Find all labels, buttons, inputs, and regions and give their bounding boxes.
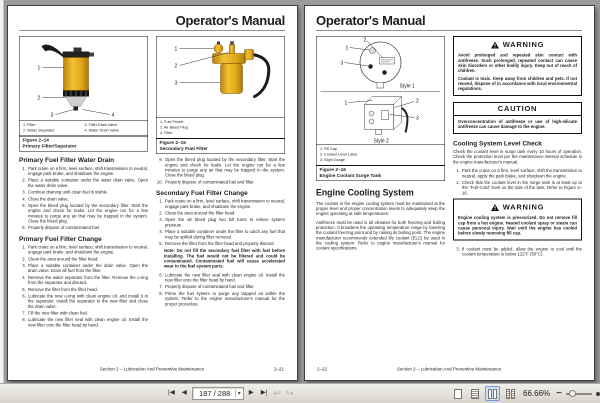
callout-3: 3 bbox=[174, 80, 178, 87]
list-item: 8. Lubricate the new filter seal with clean engine oil. Install the new filter onto the filter head by hand. bbox=[27, 317, 148, 327]
figure-2-14 bbox=[19, 36, 148, 152]
two-page-view-button[interactable] bbox=[485, 386, 500, 401]
list-item: 7. Fill the new filter with clean fuel. bbox=[27, 310, 148, 315]
callout-1: 1 bbox=[174, 46, 178, 53]
figure-2-16 bbox=[316, 36, 445, 181]
list-item: 3. Open the air bleed plug two full turns to relieve system pressure. bbox=[164, 217, 285, 227]
page-footer bbox=[19, 367, 285, 373]
level-check-intro: Check the coolant level in surge tank every 10 hours of operation. Check the protection level per the maintenance interval schedule in the engine manufacturer's manual. bbox=[453, 149, 582, 165]
figure-2-15-legend bbox=[157, 118, 285, 138]
document-page-right bbox=[304, 5, 595, 381]
surge-tank-illustration bbox=[317, 37, 445, 145]
viewer-status-bar bbox=[0, 383, 600, 403]
callout-3: 3 bbox=[50, 112, 54, 119]
list-item: 1. Park crane on a firm, level surface, shift transmission to neutral, engage park brake, and shutdown the engine. bbox=[27, 244, 148, 254]
heading-secondary-change: Secondary Fuel Filter Change bbox=[156, 189, 248, 197]
list-item: 2. Check that the coolant level in the surge tank is at least up to the “Full–Cold” level on the side of the tank. Refer to Figure 2–16. bbox=[461, 180, 582, 196]
callout-1: 1 bbox=[345, 45, 349, 52]
list-item: 3. Continue draining until clean fuel is visible. bbox=[27, 190, 148, 195]
callout-4: 4 bbox=[111, 112, 115, 119]
figure-2-15 bbox=[156, 36, 285, 154]
secondary-filter-body bbox=[221, 64, 243, 94]
list-item: 6. Lubricate the new o-ring with clean engine oil, and install it in the separator. Install the separator to the new filter and close the drain valve. bbox=[27, 293, 148, 309]
zoom-percentage[interactable]: 66.66% bbox=[523, 389, 551, 398]
page-number-input[interactable] bbox=[192, 387, 244, 400]
air-bleed-plug bbox=[230, 45, 235, 55]
list-item: 10. Properly dispose of contaminated fuel and filter. bbox=[164, 179, 285, 184]
list-item: 1. Filter bbox=[23, 122, 36, 127]
primary-change-steps bbox=[19, 244, 148, 327]
continuous-view-button[interactable] bbox=[468, 387, 481, 400]
next-page-button[interactable]: ▶ bbox=[248, 389, 254, 397]
list-item: 2. Air Bleed Plug bbox=[160, 124, 188, 130]
prev-page-button[interactable]: ◀ bbox=[181, 389, 187, 397]
callout-1: 1 bbox=[344, 100, 348, 107]
heading-primary-change: Primary Fuel Filter Change bbox=[19, 234, 102, 243]
list-item: 1. Park crane on a firm, level surface, shift transmission to neutral, engage park brake, and shutdown the engine. bbox=[164, 199, 285, 209]
page-number-value[interactable]: 187 / 288 bbox=[199, 389, 231, 398]
list-item: 4. Close the drain valve. bbox=[27, 196, 148, 201]
footer-section: Section 2 – Lubrication And Preventive Maintenance bbox=[396, 366, 502, 372]
list-item: 6. Lubricate the new filter seal with clean engine oil. Install the new filter onto the filter head by hand. bbox=[164, 272, 285, 282]
warning-title: WARNING bbox=[502, 203, 545, 212]
caution-title: CAUTION bbox=[454, 103, 581, 116]
list-item: 5. Remove the filter from the filter head. bbox=[27, 287, 148, 292]
fuel-hose bbox=[253, 55, 269, 97]
list-item: 4. Remove the water separator from the filter. Remove the o-ring from the separator and discard. bbox=[27, 275, 148, 285]
secondary-filter-note: Note: Do not fill the secondary fuel filter with fuel before installing. The fuel would not be filtered and could be contaminated. Contaminated fuel will cause accelerated wear to the fuel system parts. bbox=[164, 248, 285, 269]
footer-page-number: 2–22 bbox=[317, 366, 328, 372]
list-item: 3. Place a suitable container under the drain valve. Open the drain valve. Drain all fuel from the filter. bbox=[27, 263, 148, 273]
footer-page-number: 2–21 bbox=[273, 366, 284, 372]
warning-text: Engine cooling system is pressurized. Do not remove fill cap from a hot engine. Heated coolant spray or steam can cause personal injury. Wait until the engine has cooled before slowly removing fill cap. bbox=[458, 215, 577, 236]
style1-label: Style 1 bbox=[399, 83, 415, 90]
caution-text: Overconcentration of antifreeze or use of high-silicate antifreeze can cause damage to the engine. bbox=[458, 119, 577, 130]
style2-label: Style 2 bbox=[373, 138, 389, 145]
figure-2-16-caption: Figure 2–16 Engine Coolant Surge Tank bbox=[317, 165, 445, 181]
zoom-in-button[interactable] bbox=[596, 392, 600, 396]
list-item: 4. Place a suitable container under the filter to catch any fuel that may be spilled during filter removal. bbox=[164, 229, 285, 239]
zoom-controls bbox=[451, 384, 599, 403]
heading-engine-cooling: Engine Cooling System bbox=[316, 187, 414, 198]
document-page-left bbox=[7, 5, 298, 381]
engine-cooling-paragraph: Antifreeze must be used in all climates for both freezing and boiling protection. It broadens the operating temperature range by lowering the coolant freezing point and by raising its boiling point. The engine manufacturer recommends extended life coolant (ELC) be used in the cooling system. Refer to engine manufacturer's manual for coolant specifications. bbox=[316, 219, 445, 251]
page-navigation bbox=[166, 384, 294, 403]
first-page-button[interactable]: |◀ bbox=[168, 389, 175, 397]
footer-section: Section 2 – Lubrication And Preventive Maintenance bbox=[99, 366, 205, 372]
list-item: 1. Park the crane on a firm, level surface, shift the transmission to neutral, apply the park brake, and shutdown the engine. bbox=[461, 168, 582, 178]
figure-2-16-legend bbox=[317, 145, 445, 165]
filter-handle bbox=[42, 45, 66, 60]
list-item: 3. Sight Gauge bbox=[320, 157, 346, 162]
heading-water-drain: Primary Fuel Filter Water Drain bbox=[19, 156, 115, 164]
list-item: 2. Clean the area around the filter head. bbox=[27, 256, 148, 261]
caution-box bbox=[453, 102, 582, 134]
left-panel-edge bbox=[0, 0, 4, 384]
warning-triangle-icon bbox=[491, 204, 499, 211]
list-item: 3. If coolant must be added, allow the engine to cool until the coolant temperature is below 122°F (50°C). bbox=[461, 246, 582, 256]
last-page-button[interactable]: ▶| bbox=[260, 389, 268, 397]
list-item: 5. Open the bleed plug located by the secondary filter. Start the engine and check for leaks. Let the engine run for a few minutes to purge any air that may be trapped in the system. Close the bleed plug. bbox=[27, 203, 148, 224]
page-footer bbox=[316, 367, 582, 373]
coolant-level-label bbox=[380, 58, 395, 65]
two-page-continuous-view-button[interactable] bbox=[504, 387, 517, 400]
water-separator-bowl bbox=[66, 97, 87, 107]
warning-triangle-icon bbox=[491, 42, 499, 49]
list-item: 7. Properly dispose of contaminated fuel and filter. bbox=[164, 284, 285, 289]
water-drain-steps bbox=[19, 166, 148, 230]
list-item: 2. Coolant Level Label bbox=[320, 151, 358, 157]
list-item: 9. Open the bleed plug located by the secondary filter. Start the engine and check for leaks. Let the engine run for a few minutes to purge any air that may be trapped in the system. Close the bleed plug. bbox=[164, 157, 285, 178]
callout-3: 3 bbox=[340, 60, 344, 67]
page-title: Operator's Manual bbox=[316, 14, 582, 31]
zoom-out-button[interactable]: − bbox=[556, 387, 562, 399]
level-check-steps bbox=[453, 168, 582, 195]
next-view-button[interactable]: ↪ bbox=[285, 388, 294, 398]
list-item: 6. Properly dispose of contaminated fuel. bbox=[27, 225, 148, 230]
list-item: 2. Place a suitable container under the water drain valve. Open the water drain valve. bbox=[27, 178, 148, 188]
zoom-slider[interactable] bbox=[566, 389, 592, 398]
list-item: 2. Clean the area around the filter head. bbox=[164, 211, 285, 216]
fuel-primer bbox=[214, 44, 223, 53]
list-item: 3. Filter bbox=[160, 130, 173, 135]
single-page-view-button[interactable] bbox=[451, 387, 464, 400]
callout-2: 2 bbox=[416, 98, 419, 105]
secondary-change-steps bbox=[156, 199, 285, 246]
secondary-change-steps-continued bbox=[156, 272, 285, 306]
list-item: 5. Remove the filter from the filter head and properly discard. bbox=[164, 241, 285, 246]
sight-gauge bbox=[368, 64, 373, 69]
warning-title: WARNING bbox=[502, 40, 545, 49]
level-check-steps-continued bbox=[453, 246, 582, 256]
list-item: 3. Filter Drain Valve bbox=[84, 122, 118, 127]
callout-2: 2 bbox=[37, 95, 41, 102]
callout-2: 2 bbox=[363, 37, 367, 44]
warning-text: Avoid prolonged and repeated skin contact with antifreeze. Such prolonged, repeated contact can cause skin disorders or other bodily injury. Keep out of reach of children. bbox=[458, 52, 577, 74]
engine-cooling-paragraph: The coolant in the engine cooling system must be maintained at the proper level and proper concentration levels to adequately keep the engine operating at safe temperatures. bbox=[316, 200, 445, 217]
warning-box-pressurized bbox=[453, 199, 582, 241]
previous-view-button[interactable]: ↩ bbox=[273, 388, 281, 398]
warning-box-antifreeze bbox=[453, 36, 582, 96]
primary-filter-illustration bbox=[20, 37, 148, 121]
callout-2: 2 bbox=[174, 63, 178, 70]
callout-1: 1 bbox=[37, 65, 41, 72]
list-item: 2. Water Separator bbox=[23, 127, 55, 133]
callout-3: 3 bbox=[416, 115, 419, 122]
list-item: 1. Fill Cap bbox=[320, 146, 337, 151]
fill-cap bbox=[370, 48, 376, 54]
secondary-filter-illustration bbox=[157, 37, 285, 118]
list-item: 4. Water Drain Valve bbox=[84, 127, 119, 133]
zoom-slider-thumb[interactable] bbox=[569, 390, 576, 397]
page-title: Operator's Manual bbox=[19, 14, 285, 31]
chevron-down-icon[interactable]: ▾ bbox=[235, 390, 241, 397]
figure-2-14-caption: Figure 2–14 Primary Filter/Separator bbox=[20, 135, 148, 151]
figure-2-14-legend bbox=[20, 121, 148, 136]
figure-2-15-caption: Figure 2–15 Secondary Fuel Filter bbox=[157, 138, 285, 154]
list-item: 1. Fuel Primer bbox=[160, 119, 184, 124]
primary-change-steps-continued bbox=[156, 157, 285, 184]
warning-text: Coolant is toxic. Keep away from children and pets. If not reused, dispose of in accordance with local environmental regulations. bbox=[458, 75, 577, 92]
heading-level-check: Cooling System Level Check bbox=[453, 139, 542, 147]
list-item: 1. Park crane on a firm, level surface, shift transmission to neutral, engage park brake, and shutdown the engine. bbox=[27, 166, 148, 176]
list-item: 8. Prime the fuel system to purge any trapped air within the system. Refer to the engine manufacturer's manual for the proper procedure. bbox=[164, 291, 285, 307]
